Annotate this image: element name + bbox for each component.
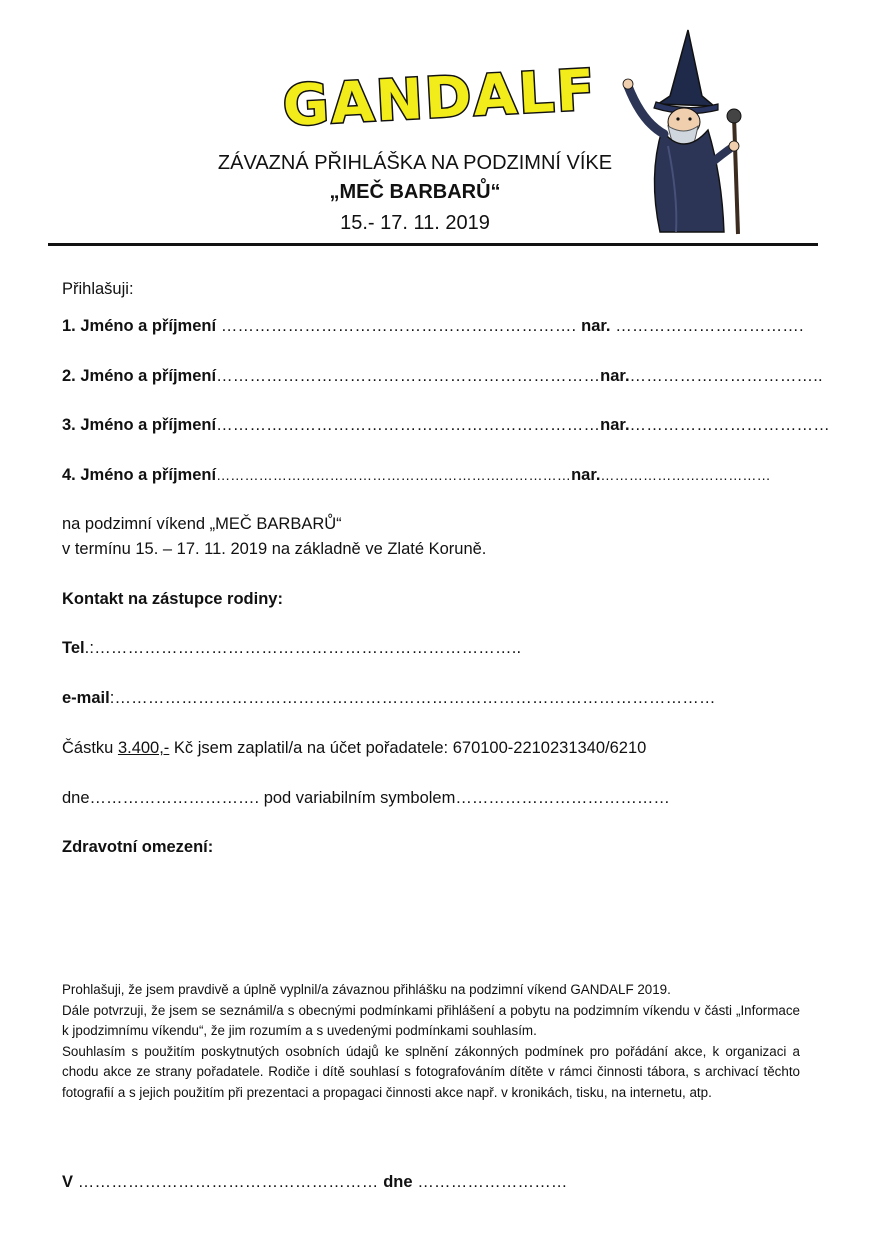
email-row[interactable] xyxy=(62,689,716,708)
health-heading: Zdravotní omezení: xyxy=(62,838,214,856)
amount-prefix: Částku xyxy=(62,739,118,757)
place-label: V xyxy=(62,1173,74,1191)
birth-field[interactable]: ……………………………… xyxy=(600,467,771,483)
person-label: 3. Jméno a příjmení xyxy=(62,416,217,434)
email-field[interactable]: :……………………………………………………………………………………………… xyxy=(109,689,716,707)
birth-label: nar. xyxy=(581,317,611,335)
name-field[interactable]: ………………………………………………………. xyxy=(216,317,582,335)
birth-label: nar. xyxy=(600,416,630,434)
name-field[interactable]: …………………………………………………………… xyxy=(216,367,601,385)
header-divider xyxy=(48,243,818,246)
person-label: 2. Jméno a příjmení xyxy=(62,367,217,385)
form-title: ZÁVAZNÁ PŘIHLÁŠKA NA PODZIMNÍ VÍKE xyxy=(217,152,613,174)
birth-label: nar. xyxy=(600,367,630,385)
declaration-paragraph-1: Prohlašuji, že jsem pravdivě a úplně vyplnil/a závaznou přihlášku na podzimní víkend GANDALF 2019. xyxy=(62,982,671,997)
birth-label: nar. xyxy=(571,466,601,484)
logo-text: GANDALF xyxy=(281,57,599,140)
declaration-paragraph-3: Souhlasím s použitím poskytnutých osobních údajů ke splnění zákonných podmínek pro pořádání akce, k organizaci a chodu akce ze strany pořadatele. Rodiče i dítě souhlasí s fotografováním dítěte v rámci činnosti tábora, s archivací těchto fotografií a s jejich použitím při prezentaci a propagaci činnosti akce např. v kronikách, tisku, na internetu, atp. xyxy=(62,1043,800,1100)
person-row-3[interactable] xyxy=(62,416,830,435)
declaration-text xyxy=(62,980,800,1103)
birth-field[interactable]: ……………………………. xyxy=(610,317,804,335)
date-field[interactable]: ……………………… xyxy=(412,1173,568,1191)
event-dates: 15.- 17. 11. 2019 xyxy=(340,212,490,234)
place-date-row[interactable] xyxy=(62,1173,568,1192)
person-row-1[interactable] xyxy=(62,317,804,336)
event-term-line: v termínu 15. – 17. 11. 2019 na základně ve Zlaté Koruně. xyxy=(62,540,487,558)
name-field[interactable]: …………………………………………………………… xyxy=(216,416,601,434)
event-line: na podzimní víkend „MEČ BARBARŮ“ xyxy=(62,515,342,533)
contact-heading: Kontakt na zástupce rodiny: xyxy=(62,590,283,608)
person-row-2[interactable] xyxy=(62,367,823,386)
tel-field[interactable]: .:………………………………………………………………….. xyxy=(84,639,522,657)
event-name: „MEČ BARBARŮ“ xyxy=(329,181,501,203)
email-label: e-mail xyxy=(62,689,110,707)
person-label: 4. Jméno a příjmení xyxy=(62,466,217,484)
tel-row[interactable] xyxy=(62,639,521,658)
date-label: dne xyxy=(383,1173,413,1191)
declaration-paragraph-2: Dále potvrzuji, že jsem se seznámil/a s obecnými podmínkami přihlášení a pobytu na podzimním víkendu v části „Informace k jpodzimnímu víkendu“, že jim rozumím a s uvedenými podmínkami souhlasím. xyxy=(62,1002,800,1038)
amount-value: 3.400,- xyxy=(117,739,170,757)
birth-field[interactable]: ……………………………… xyxy=(629,416,830,434)
gandalf-logo xyxy=(270,55,610,150)
tel-label: Tel xyxy=(62,639,85,657)
amount-suffix: Kč jsem zaplatil/a na účet pořadatele: 670100-2210231340/6210 xyxy=(169,739,647,757)
person-row-4[interactable] xyxy=(62,466,771,485)
place-field[interactable]: ……………………………………………… xyxy=(73,1173,384,1191)
registration-intro: Přihlašuji: xyxy=(62,280,134,298)
name-field[interactable]: ………………………………………………………………… xyxy=(216,467,572,483)
payment-row xyxy=(62,739,646,758)
wizard-illustration xyxy=(618,26,750,238)
person-label: 1. Jméno a příjmení xyxy=(62,317,217,335)
payment-date-row[interactable]: dne…………………………. pod variabilním symbolem………………………………… xyxy=(62,789,670,807)
birth-field[interactable]: …………………………….. xyxy=(629,367,823,385)
